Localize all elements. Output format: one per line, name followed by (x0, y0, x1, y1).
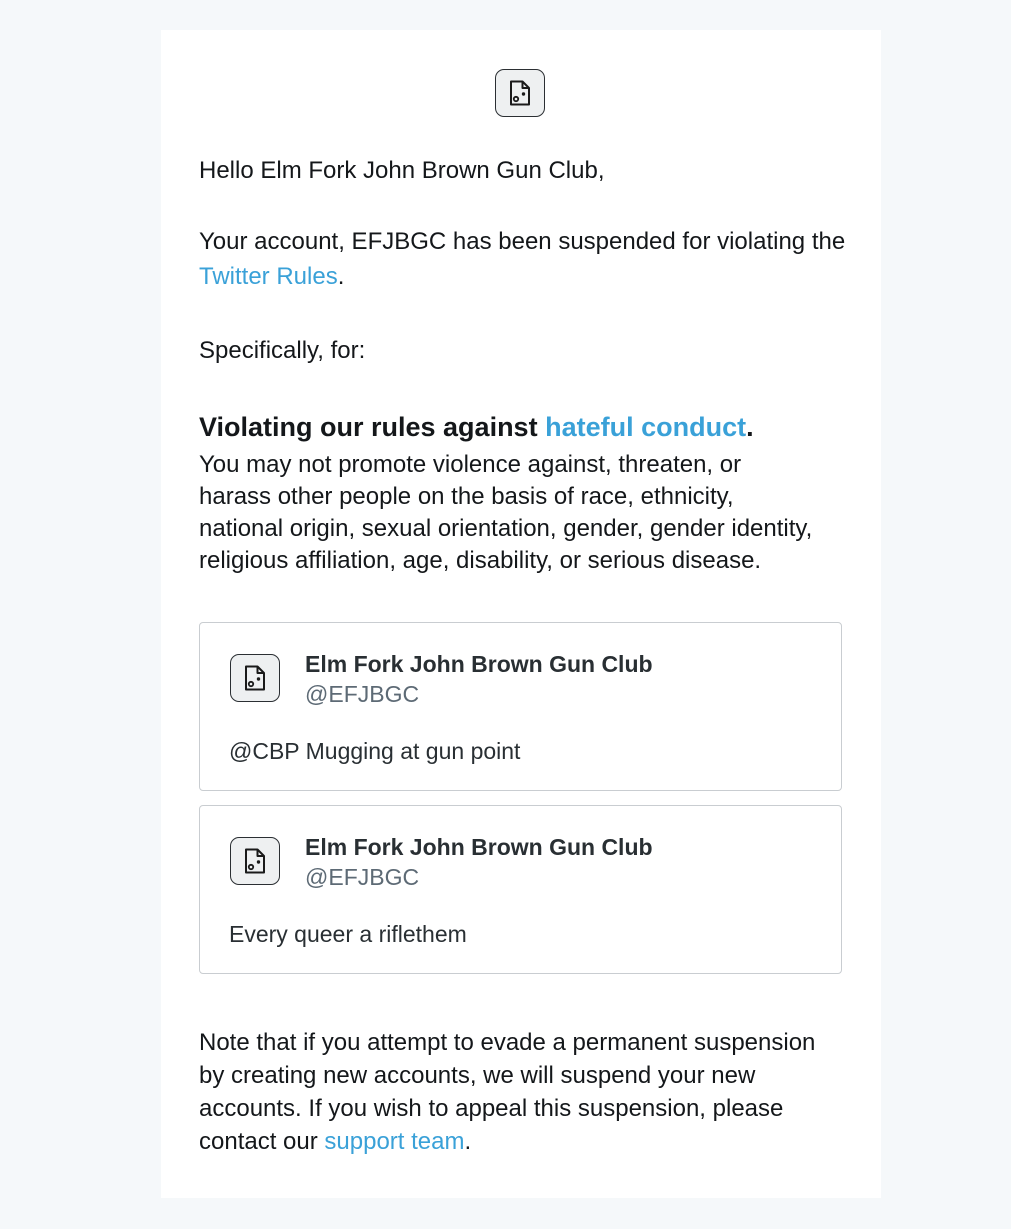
tweet-author-handle: @EFJBGC (305, 864, 420, 890)
violation-heading (199, 410, 849, 444)
suspension-end: . (337, 263, 345, 290)
email-card (161, 30, 881, 1198)
suspension-notice (199, 224, 849, 294)
twitter-rules-link[interactable]: Twitter Rules (199, 263, 338, 290)
evasion-note-text: Note that if you attempt to evade a permanent suspension by creating new accounts, we will suspend your new accounts. If you wish to appeal this suspension, please contact our (199, 1029, 816, 1155)
evasion-note-end: . (464, 1128, 472, 1155)
tweet-author-name: Elm Fork John Brown Gun Club (305, 834, 653, 860)
suspension-intro: Your account, EFJBGC has been suspended for violating the (199, 228, 846, 255)
violation-heading-prefix: Violating our rules against (199, 412, 546, 442)
evasion-note (199, 1026, 839, 1158)
violation-description: You may not promote violence against, threaten, or harass other people on the basis of race, ethnicity, national origin, sexual orientation, gender, gender identity, religious affiliation, age, disability, or serious disease. (199, 451, 813, 574)
tweet-card (199, 805, 842, 974)
file-image-icon-glyph (508, 79, 532, 107)
specifically-label: Specifically, for: (199, 337, 366, 364)
file-image-icon (230, 654, 280, 702)
support-team-link[interactable]: support team (324, 1128, 465, 1155)
tweet-author-handle: @EFJBGC (305, 681, 420, 707)
tweet-text: Every queer a riflethem (229, 921, 467, 947)
avatar-glyph (243, 664, 267, 692)
tweet-text: @CBP Mugging at gun point (229, 738, 521, 764)
violation-heading-end: . (746, 412, 754, 442)
greeting: Hello Elm Fork John Brown Gun Club, (199, 157, 605, 184)
file-image-icon (495, 69, 545, 117)
avatar-glyph (243, 847, 267, 875)
file-image-icon (230, 837, 280, 885)
tweet-card (199, 622, 842, 791)
tweet-author-name: Elm Fork John Brown Gun Club (305, 651, 653, 677)
hateful-conduct-link[interactable]: hateful conduct (545, 412, 747, 442)
